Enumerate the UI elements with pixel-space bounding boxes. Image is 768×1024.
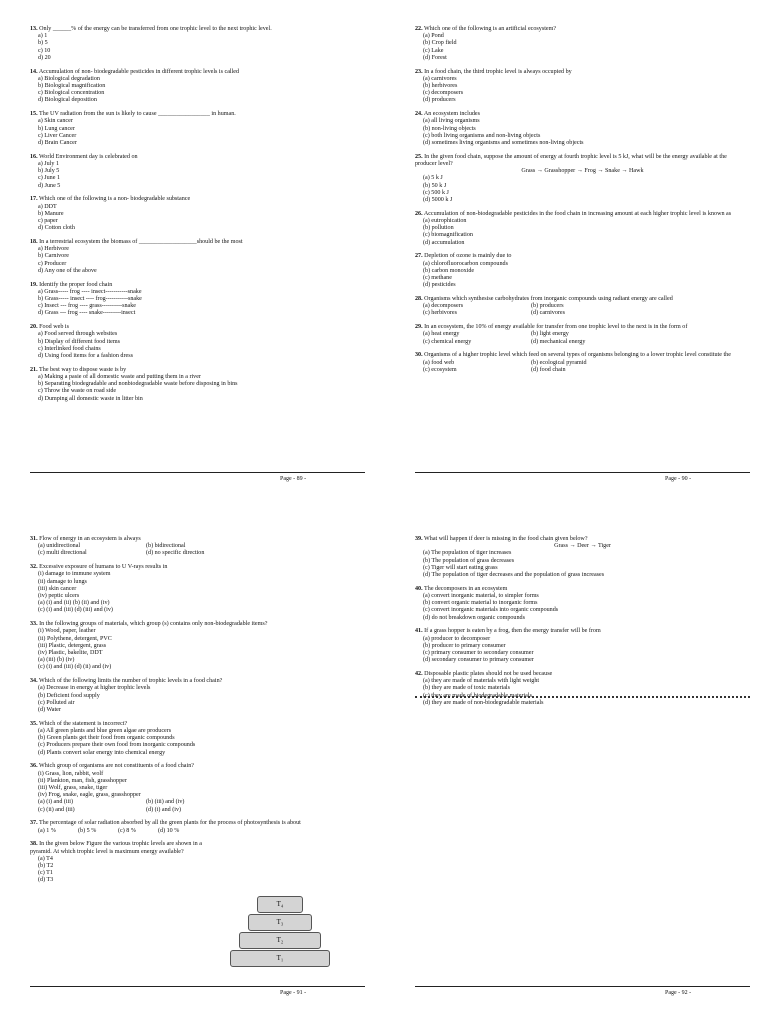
page-number: Page - 90 - bbox=[665, 476, 692, 482]
question-33 bbox=[30, 621, 365, 671]
question-39 bbox=[415, 536, 750, 579]
question-text bbox=[415, 586, 750, 593]
question-number: 32. bbox=[30, 564, 38, 571]
answer-option: c) paper bbox=[38, 218, 58, 225]
question-stem: In a terrestrial ecosystem the biomass of ___________________should be the most bbox=[39, 239, 243, 246]
answer-option: d) Cotton cloth bbox=[38, 225, 75, 232]
answer-option: (a) heat energy bbox=[423, 331, 460, 338]
question-number: 36. bbox=[30, 763, 38, 770]
answer-option: (iv) Plastic, bakelite, DDT bbox=[38, 650, 103, 657]
trophic-pyramid bbox=[230, 896, 330, 968]
question-stem: In an ecosystem, the 10% of energy available for transfer from one trophic level to the next is in the form of bbox=[424, 324, 688, 331]
question-text bbox=[30, 721, 365, 728]
question-text bbox=[415, 324, 750, 331]
answer-option: (a) chlorofluorocarbon compounds bbox=[423, 260, 508, 267]
question-number: 35. bbox=[30, 720, 38, 727]
question-number: 41. bbox=[415, 628, 423, 635]
answer-option: b) Biological magnification bbox=[38, 83, 106, 90]
question-28 bbox=[415, 296, 750, 318]
question-text bbox=[415, 26, 750, 33]
page-number: Page - 91 - bbox=[280, 990, 307, 996]
question-stem: What will happen if deer is missing in the food chain given below? bbox=[424, 536, 588, 542]
answer-option: d) Brain Cancer bbox=[38, 140, 77, 147]
question-text bbox=[30, 26, 365, 33]
page-number: Page - 89 - bbox=[280, 476, 307, 482]
answer-option: d) Dumping all domestic waste in litter bin bbox=[38, 395, 143, 402]
answer-option: (c) chemical energy bbox=[423, 338, 472, 345]
question-text bbox=[30, 239, 365, 246]
answer-option: (d) pesticides bbox=[423, 282, 456, 289]
answer-option-row bbox=[30, 799, 365, 806]
answer-option: (a) food web bbox=[423, 359, 455, 366]
question-number: 28. bbox=[415, 296, 423, 303]
answer-option: (d) they are made of non-biodegradable materials bbox=[423, 699, 544, 706]
answer-option: (b) Green plants get their food from organic compounds bbox=[38, 735, 175, 742]
pyramid-level-t2: T₂ bbox=[239, 932, 321, 949]
answer-option: (c) (i) and (iii) (d) (iii) and (iv) bbox=[38, 607, 113, 614]
answer-option: (c) both living organisms and non-living objects bbox=[423, 132, 541, 139]
question-number: 16. bbox=[30, 153, 38, 160]
question-number: 22. bbox=[415, 26, 423, 32]
answer-option: (i) Wood, paper, leather bbox=[38, 628, 96, 635]
question-stem: The best way to dispose waste is by bbox=[39, 366, 127, 373]
answer-option: (c) 8 % bbox=[118, 827, 136, 834]
answer-option: (d) Water bbox=[38, 707, 61, 714]
question-30 bbox=[415, 352, 750, 374]
answer-option: c) Throw the waste on road side bbox=[38, 388, 117, 395]
question-stem: Which one of the following is an artificial ecosystem? bbox=[424, 26, 557, 32]
answer-option: a) Herbivore bbox=[38, 246, 69, 253]
answer-option: (b) herbivores bbox=[423, 83, 458, 90]
question-31 bbox=[30, 536, 365, 558]
answer-option: (ii) Plankton, man, fish, grasshopper bbox=[38, 777, 127, 784]
question-text bbox=[415, 536, 750, 543]
question-stem: In a food chain, the third trophic level is always occupied by bbox=[424, 68, 572, 75]
question-number: 18. bbox=[30, 239, 38, 246]
page-90-column bbox=[415, 26, 750, 381]
question-text bbox=[30, 111, 365, 118]
question-number: 14. bbox=[30, 68, 38, 75]
answer-option: (c) they are made of biodegradable materials bbox=[423, 692, 532, 699]
answer-option: (c) (ii) and (iii) bbox=[38, 806, 75, 813]
question-stem: Which one of the following is a non- biodegradable substance bbox=[39, 196, 191, 203]
answer-option: (a) All green plants and blue green algae are producers bbox=[38, 728, 172, 735]
answer-option: (c) decomposers bbox=[423, 90, 464, 97]
pyramid-level-t1: T₁ bbox=[230, 950, 330, 967]
page-90-footer bbox=[415, 472, 750, 482]
answer-option: (d) mechanical energy bbox=[531, 338, 586, 345]
question-number: 34. bbox=[30, 678, 38, 685]
question-25 bbox=[415, 154, 750, 204]
question-number: 20. bbox=[30, 324, 38, 331]
answer-option: c) Liver Cancer bbox=[38, 132, 77, 139]
answer-option: b) Separating biodegradable and nonbiodegradable waste before disposing in bins bbox=[38, 381, 238, 388]
question-22 bbox=[415, 26, 750, 62]
question-stem: Flow of energy in an ecosystem is always bbox=[39, 536, 141, 542]
page-91-footer bbox=[30, 986, 365, 996]
food-chain: Grass → Deer → Tiger bbox=[554, 543, 611, 550]
answer-option: (c) Lake bbox=[423, 47, 444, 54]
question-stem: Organisms of a higher trophic level which feed on several types of organisms belonging to a lower trophic level constitute the bbox=[424, 352, 731, 359]
answer-option: (d) producers bbox=[423, 97, 456, 104]
answer-option: a) Skin cancer bbox=[38, 118, 73, 125]
question-stem: Which of the following limits the number of trophic levels in a food chain? bbox=[39, 678, 223, 685]
page-92-footer bbox=[415, 986, 750, 996]
question-number: 31. bbox=[30, 536, 38, 542]
answer-option: (b) 5 % bbox=[78, 827, 97, 834]
question-21 bbox=[30, 367, 365, 403]
answer-option-row bbox=[415, 360, 750, 367]
answer-option: (a) Pond bbox=[423, 33, 444, 40]
page-89-column bbox=[30, 26, 365, 409]
answer-option-row bbox=[30, 807, 365, 814]
question-stem: Food web is bbox=[39, 324, 69, 331]
answer-option: (i) Grass, lion, rabbit, wolf bbox=[38, 770, 104, 777]
answer-option: (a) The population of tiger increases bbox=[423, 550, 512, 557]
question-41 bbox=[415, 628, 750, 664]
question-stem: Organisms which synthesise carbohydrates from inorganic compounds using radiant energy are called bbox=[424, 296, 673, 303]
question-text bbox=[415, 69, 750, 76]
answer-option: (c) methane bbox=[423, 275, 452, 282]
question-stem: In the given food chain, suppose the amount of energy at fourth trophic level is 5 kJ, what will be the energy available at the producer level? bbox=[415, 153, 727, 168]
question-text bbox=[415, 253, 750, 260]
answer-option: a) Making a pasie of all domestic waste and putting them in a river bbox=[38, 374, 201, 381]
answer-option: (a) 5 k J bbox=[423, 175, 443, 182]
answer-option: (a) decomposers bbox=[423, 303, 464, 310]
answer-option: (iii) Wolf, grass, snake, tiger bbox=[38, 785, 108, 792]
question-number: 19. bbox=[30, 281, 38, 288]
question-stem: World Environment day is celebrated on bbox=[39, 153, 138, 160]
question-stem: Identify the proper food chain bbox=[39, 281, 113, 288]
answer-option: (c) Producers prepare their own food from inorganic compounds bbox=[38, 742, 196, 749]
answer-option: (c) biomagnification bbox=[423, 232, 473, 239]
answer-option: (a) (i) and (ii) (b) (ii) and (iv) bbox=[38, 600, 110, 607]
question-stem: Depletion of ozone is mainly due to bbox=[424, 253, 512, 260]
answer-option: c) Producer bbox=[38, 260, 67, 267]
question-text bbox=[415, 296, 750, 303]
question-24 bbox=[415, 111, 750, 147]
answer-option: b) Carnivore bbox=[38, 253, 69, 260]
answer-option: (d) sometimes living organisms and sometimes non-living objects bbox=[423, 140, 584, 147]
question-number: 40. bbox=[415, 585, 423, 592]
answer-option: d) Biological deposition bbox=[38, 97, 97, 104]
question-text bbox=[30, 763, 365, 770]
question-20 bbox=[30, 324, 365, 360]
question-stem: An ecosystem includes bbox=[423, 111, 480, 118]
answer-option: (a) Decrease in energy at higher trophic levels bbox=[38, 685, 151, 692]
question-number: 37. bbox=[30, 820, 38, 827]
question-text bbox=[30, 536, 365, 543]
question-number: 30. bbox=[415, 352, 423, 359]
answer-option: c) Biological concentration bbox=[38, 90, 105, 97]
answer-option: b) Display of different food items bbox=[38, 338, 120, 345]
answer-option: d) Any one of the above bbox=[38, 267, 97, 274]
question-number: 29. bbox=[415, 324, 423, 331]
page-89-footer bbox=[30, 472, 365, 482]
question-23 bbox=[415, 69, 750, 105]
answer-option: a) July 1 bbox=[38, 161, 59, 168]
answer-option: (c) convert inorganic materials into organic compounds bbox=[423, 607, 559, 614]
answer-option: (b) Crop field bbox=[423, 40, 457, 47]
answer-option: (c) ecosystem bbox=[423, 366, 457, 373]
answer-option: (c) T1 bbox=[38, 870, 53, 877]
answer-option: (b) bidirectional bbox=[146, 543, 186, 550]
answer-option: (c) 500 k J bbox=[423, 189, 449, 196]
answer-option: (d) no specific direction bbox=[146, 550, 205, 557]
answer-option: d) June 5 bbox=[38, 182, 61, 189]
answer-option: (d) carnivores bbox=[531, 310, 566, 317]
answer-option-row bbox=[415, 367, 750, 374]
question-32 bbox=[30, 564, 365, 614]
question-27 bbox=[415, 253, 750, 289]
answer-option: (a) all living organisms bbox=[423, 118, 480, 125]
answer-option: d) 20 bbox=[38, 54, 51, 61]
answer-option: a) Biological degradation bbox=[38, 75, 100, 82]
answer-option-row bbox=[415, 339, 750, 346]
answer-option: (a) carnivores bbox=[423, 75, 457, 82]
answer-option: (i) damage to immune system bbox=[38, 571, 111, 578]
question-number: 17. bbox=[30, 196, 38, 203]
answer-option: (b) Deficient food supply bbox=[38, 692, 100, 699]
question-stem: The percentage of solar radiation absorbed by all the green plants for the process of photosynthesis is about bbox=[39, 820, 301, 827]
answer-option: (b) 50 k J bbox=[423, 182, 447, 189]
answer-option: (d) accumulation bbox=[423, 239, 465, 246]
question-number: 24. bbox=[415, 111, 423, 118]
answer-option: (c) herbivores bbox=[423, 310, 458, 317]
question-37 bbox=[30, 820, 365, 834]
answer-option: (b) light energy bbox=[531, 331, 569, 338]
question-text bbox=[30, 196, 365, 203]
answer-option: c) Insect --- frog ---- grass----------snake bbox=[38, 303, 136, 310]
food-chain: Grass → Grasshopper → Frog → Snake → Hawk bbox=[521, 168, 644, 175]
answer-option: (d) Plants convert solar energy into chemical energy bbox=[38, 749, 166, 756]
question-stem: The UV radiation from the sun is likely to cause _________________ in human. bbox=[39, 111, 236, 118]
question-text bbox=[30, 69, 365, 76]
answer-option: (a) they are made of materials with light weight bbox=[423, 678, 540, 685]
answer-option: (c) multi directional bbox=[38, 550, 87, 557]
answer-option: (a) unidirectional bbox=[38, 543, 81, 550]
question-stem: Which of the statement is incorrect? bbox=[39, 720, 128, 727]
question-number: 26. bbox=[415, 210, 423, 217]
answer-option: (d) (i) and (iv) bbox=[146, 806, 182, 813]
question-36 bbox=[30, 763, 365, 813]
question-text bbox=[30, 820, 365, 827]
answer-option: (d) food chain bbox=[531, 366, 566, 373]
answer-option: a) 1 bbox=[38, 33, 48, 40]
question-16 bbox=[30, 154, 365, 190]
answer-option: b) Grass----- insect ---- frog-----------snake bbox=[38, 296, 142, 303]
answer-option: (b) (iii) and (iv) bbox=[146, 799, 185, 806]
question-text bbox=[30, 154, 365, 161]
answer-option-row bbox=[415, 310, 750, 317]
answer-option: c) 10 bbox=[38, 47, 51, 54]
question-text bbox=[415, 211, 750, 218]
page-91-column bbox=[30, 536, 365, 891]
question-29 bbox=[415, 324, 750, 346]
question-18 bbox=[30, 239, 365, 275]
answer-option: (a) 1 % bbox=[38, 827, 56, 834]
question-text bbox=[415, 154, 750, 168]
question-number: 13. bbox=[30, 26, 38, 32]
answer-option: (d) 5000 k J bbox=[423, 197, 453, 204]
answer-option: a) DDT bbox=[38, 203, 57, 210]
question-text bbox=[30, 841, 220, 855]
question-15 bbox=[30, 111, 365, 147]
answer-option: (b) convert organic material to inorganic forms bbox=[423, 600, 538, 607]
answer-option: a) Food served through websites bbox=[38, 331, 118, 338]
answer-option: d) Grass --- frog ---- snake---------insect bbox=[38, 310, 136, 317]
answer-option: (a) T4 bbox=[38, 855, 53, 862]
answer-option: (d) 10 % bbox=[158, 827, 180, 834]
answer-option: (b) producer to primary consumer bbox=[423, 642, 506, 649]
answer-option: a) Grass----- frog ---- insect-----------snake bbox=[38, 288, 142, 295]
question-stem: Only ______% of the energy can be transferred from one trophic level to the next trophic level. bbox=[39, 26, 272, 32]
answer-option: (c) (i) and (iii) (d) (ii) and (iv) bbox=[38, 664, 112, 671]
answer-option: (a) (iii) (b) (iv) bbox=[38, 657, 75, 664]
question-number: 21. bbox=[30, 366, 38, 373]
question-number: 25. bbox=[415, 153, 423, 160]
answer-option: (c) Tiger will start eating grass bbox=[423, 564, 498, 571]
question-text bbox=[30, 367, 365, 374]
question-stem: Accumulation of non-biodegradable pesticides in the food chain in increasing amount at each higher trophic level is known as bbox=[423, 210, 732, 217]
question-stem: Excessive exposure of humans to U V-rays results in bbox=[39, 564, 168, 571]
answer-option: (d) The population of tiger decreases and the population of grass increases bbox=[423, 572, 605, 579]
answer-option-row bbox=[30, 828, 365, 835]
answer-option: (b) producers bbox=[531, 303, 564, 310]
answer-option: (c) primary consumer to secondary consumer bbox=[423, 650, 534, 657]
question-13 bbox=[30, 26, 365, 62]
question-number: 23. bbox=[415, 68, 423, 75]
question-stem: In the given below Figure the various trophic levels are shown in a pyramid. At which trophic level is maximum energy available? bbox=[30, 841, 202, 855]
answer-option: (a) convert inorganic material, to simpler forms bbox=[423, 593, 539, 600]
answer-option: (ii) damage to lungs bbox=[38, 578, 87, 585]
question-stem: If a grass hopper is eaten by a frog, then the energy transfer will be from bbox=[424, 628, 601, 635]
question-number: 15. bbox=[30, 111, 38, 118]
question-number: 39. bbox=[415, 536, 423, 542]
answer-option: (iii) skin cancer bbox=[38, 585, 77, 592]
page-92-column bbox=[415, 536, 750, 714]
question-40 bbox=[415, 586, 750, 622]
question-number: 38. bbox=[30, 841, 38, 848]
question-35 bbox=[30, 721, 365, 757]
question-19 bbox=[30, 282, 365, 318]
answer-option: b) 5 bbox=[38, 40, 48, 47]
question-number: 27. bbox=[415, 253, 423, 260]
question-stem: Disposable plastic plates should not be used because bbox=[424, 671, 553, 678]
answer-option: (b) ecological pyramid bbox=[531, 359, 587, 366]
answer-option: (a) eutrophication bbox=[423, 218, 467, 225]
answer-option-row bbox=[30, 550, 365, 557]
page-number: Page - 92 - bbox=[665, 990, 692, 996]
answer-option: (d) secondary consumer to primary consumer bbox=[423, 657, 534, 664]
answer-option: (b) they are made of toxic materials bbox=[423, 685, 510, 692]
answer-option: (iii) Plastic, detergent, grass bbox=[38, 642, 107, 649]
question-text bbox=[415, 628, 750, 635]
answer-option: b) Lung cancer bbox=[38, 125, 75, 132]
answer-option: c) June 1 bbox=[38, 175, 60, 182]
question-14 bbox=[30, 69, 365, 105]
question-34 bbox=[30, 678, 365, 714]
answer-option: (a) (i) and (iii) bbox=[38, 799, 74, 806]
answer-option: b) Manure bbox=[38, 210, 64, 217]
answer-option: (b) pollution bbox=[423, 225, 454, 232]
answer-option-row bbox=[415, 331, 750, 338]
question-42 bbox=[415, 671, 750, 707]
answer-option: (b) The population of grass decreases bbox=[423, 557, 515, 564]
answer-option: (iv) peptic ulcers bbox=[38, 593, 80, 600]
pyramid-level-t3: T₃ bbox=[248, 914, 312, 931]
answer-option: (c) Polluted air bbox=[38, 699, 75, 706]
question-number: 42. bbox=[415, 671, 423, 678]
question-stem: Which group of organisms are not constituents of a food chain? bbox=[39, 763, 194, 770]
question-17 bbox=[30, 196, 365, 232]
answer-option: (iv) Frog, snake, eagle, grass, grasshopper bbox=[38, 792, 141, 799]
answer-option-row bbox=[415, 303, 750, 310]
answer-option: (a) producer to decomposer bbox=[423, 635, 491, 642]
question-stem: The decomposers in an ecosystem bbox=[424, 585, 508, 592]
answer-option: (b) carbon monoxide bbox=[423, 267, 475, 274]
question-number: 33. bbox=[30, 621, 38, 628]
answer-option: c) Interlinked food chains bbox=[38, 345, 101, 352]
answer-option: b) July 5 bbox=[38, 168, 60, 175]
answer-option: d) Using food items for a fashion dress bbox=[38, 353, 133, 360]
question-stem: In the following groups of materials, which group (s) contains only non-biodegradable items? bbox=[39, 621, 268, 628]
question-38 bbox=[30, 841, 365, 884]
answer-option: (d) Forest bbox=[423, 54, 447, 61]
question-26 bbox=[415, 211, 750, 247]
answer-option: (b) T2 bbox=[38, 863, 54, 870]
pyramid-level-t4: T₄ bbox=[257, 896, 303, 913]
question-text bbox=[30, 282, 365, 289]
answer-option: (b) non-living objects bbox=[423, 125, 476, 132]
answer-option: (ii) Polythene, detergent, PVC bbox=[38, 635, 112, 642]
answer-option: (d) do not breakdown organic compounds bbox=[423, 614, 525, 621]
question-stem: Accumulation of non- biodegradable pesticides in different trophic levels is called bbox=[38, 68, 240, 75]
dotted-separator bbox=[415, 696, 750, 698]
answer-option: (d) T3 bbox=[38, 877, 54, 884]
question-text bbox=[415, 352, 750, 359]
